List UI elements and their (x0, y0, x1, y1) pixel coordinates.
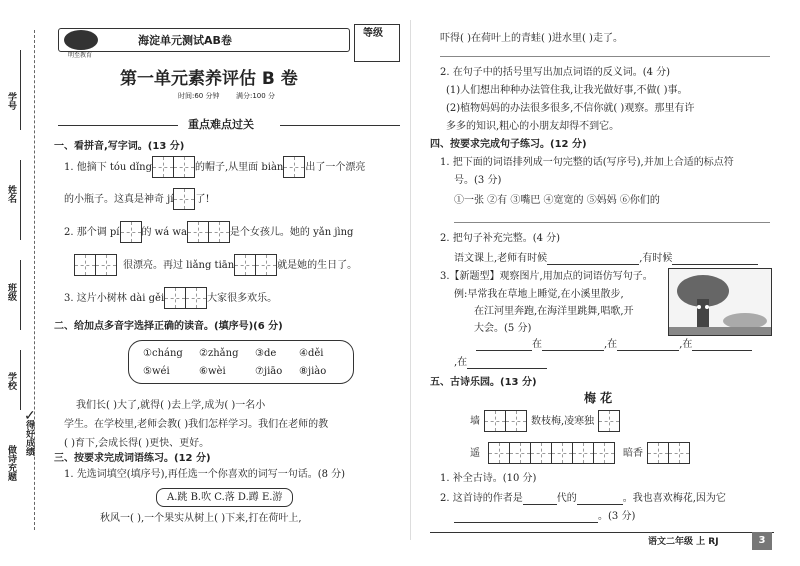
section-3-heading: 三、按要求完成词语练习。(12 分) (54, 453, 211, 464)
right-q4-2: 2. 把句子补充完整。(4 分) (440, 233, 561, 244)
blank-subject[interactable] (476, 340, 532, 351)
logo-text: 明至教育 (68, 52, 93, 59)
option-4[interactable]: ④děi (299, 348, 324, 359)
section-banner (58, 118, 400, 132)
section-2-heading: 二、给加点多音字选择正确的读音。(填序号)(6 分) (54, 321, 283, 332)
poem-anxiang: 暗香 (623, 447, 643, 459)
student-no-field[interactable] (20, 50, 21, 130)
passage-line-1: 我们长( )大了,就得( )去上学,成为( )一名小 (76, 400, 266, 411)
right-q4-3: 3.【新题型】观察图片,用加点的词语仿写句子。 (440, 271, 653, 282)
example-line-1: 例:早常我在草地上睡觉,在小溪里散步, (454, 289, 624, 300)
q2-grid-pi[interactable] (120, 221, 142, 243)
score-info: 满分:100 分 (236, 92, 275, 100)
author-text: 2. 这首诗的作者是 (440, 493, 523, 504)
dynasty-text: 代的 (556, 493, 577, 504)
reason-text: 。我也喜欢梅花,因为它 (622, 493, 726, 504)
blank-dynasty[interactable] (523, 494, 557, 505)
imitate-at-2: ,在 (604, 339, 618, 350)
blank-sometimes-2[interactable] (672, 254, 758, 265)
footer-bar (430, 532, 774, 533)
option-2[interactable]: ②zhǎng (199, 348, 239, 359)
word-choices: A.跳 B.吹 C.落 D.蹲 E.游 (156, 488, 293, 507)
q1-text-c: 出了一个漂亮 (305, 161, 366, 173)
page-title: 第一单元素养评估 B 卷 (120, 69, 298, 89)
q1-text-d: 的小瓶子。这真是神奇 jí (64, 193, 174, 205)
q3-text-a: 3. 这片小树林 dài gěi (64, 292, 165, 304)
banner-line-right (280, 125, 400, 126)
poem-line-2 (470, 440, 690, 466)
option-7[interactable]: ⑦jiāo (255, 366, 283, 377)
right-q4-1: 1. 把下面的词语排列成一句完整的话(写序号),并加上合适的标点符 (440, 157, 734, 168)
checkmark-icon: ✓ (24, 408, 36, 424)
q2-text-a: 2. 那个调 pí (64, 226, 120, 238)
q2-grid-liangtian[interactable] (234, 254, 277, 276)
margin-label-school: 学校 (6, 372, 16, 390)
banner-line-left (58, 125, 178, 126)
poem-title: 梅 花 (584, 391, 613, 405)
q2-text-b: 的 wá wa (141, 226, 187, 238)
q1-line1 (64, 156, 365, 178)
q2-grid-yanjing[interactable] (74, 254, 117, 276)
blank-place-3[interactable] (692, 340, 752, 351)
imitate-line-1 (476, 338, 752, 351)
example-line-2: 在江河里奔跑,在海洋里跳舞,唱歌,开 (474, 306, 634, 317)
poem-grid-3[interactable] (488, 442, 615, 464)
poem-qiang: 墙 (470, 415, 480, 427)
margin-label-student-no: 学号 (6, 92, 16, 110)
section-4-heading: 四、按要求完成句子练习。(12 分) (430, 139, 587, 150)
time-info: 时间:60 分钟 (178, 92, 220, 100)
q1-text-a: 1. 他摘下 tóu dǐng (64, 161, 152, 173)
reason-score: 。(3 分) (598, 511, 636, 522)
right-q5-2 (440, 492, 726, 505)
q3-text-b: 大家很多欢乐。 (207, 292, 278, 304)
passage-line-2: 学生。在学校里,老师会教( )我们怎样学习。我们在老师的教 (64, 419, 329, 430)
q1-line2 (64, 188, 210, 210)
margin-label-name: 姓名 (6, 185, 16, 203)
option-8[interactable]: ⑧jiào (299, 366, 327, 377)
option-3[interactable]: ③de (255, 348, 277, 359)
grade-label: 等级 (363, 28, 383, 39)
poem-yao: 遥 (470, 447, 480, 459)
blank-author[interactable] (577, 494, 623, 505)
option-5[interactable]: ⑤wéi (143, 366, 170, 377)
left-margin (0, 0, 44, 566)
option-1[interactable]: ①cháng (143, 348, 183, 359)
section-5-heading: 五、古诗乐园。(13 分) (430, 377, 537, 388)
word-list: ①一张 ②有 ③嘴巴 ④宽宽的 ⑤妈妈 ⑥你们的 (454, 195, 660, 206)
banner-text: 重点难点过关 (188, 118, 254, 131)
blank-place-1[interactable] (542, 340, 604, 351)
q1-grid-bian[interactable] (283, 156, 305, 178)
footer-label: 语文二年级 上 RJ (648, 537, 719, 547)
blank-reason[interactable] (454, 512, 598, 523)
header (58, 28, 400, 108)
right-divider-1 (440, 56, 770, 57)
imitate-at-1: 在 (532, 339, 542, 350)
q2-line2 (74, 254, 357, 276)
passage-line-3: ( )育下,会成长得( )更快、更好。 (64, 438, 210, 449)
imitate-at-4: ,在 (454, 357, 468, 368)
right-line-1: 吓得( )在荷叶上的青蛙( )进水里( )走了。 (440, 33, 623, 44)
blank-place-2[interactable] (617, 340, 679, 351)
q3-1-instruction: 1. 先选词填空(填序号),再任选一个你喜欢的词写一句话。(8 分) (64, 469, 346, 480)
q1-text-e: 了! (195, 193, 210, 205)
answer-line-1[interactable] (454, 222, 770, 223)
q3-2-text: 秋风一( ),一个果实从树上( )下来,打在荷叶上, (100, 513, 302, 524)
right-q2-instruction: 2. 在句子中的括号里写出加点词语的反义词。(4 分) (440, 67, 671, 78)
poem-text-1: 数枝梅,凌寒独 (531, 415, 595, 427)
q2-text-d: 很漂亮。再过 liǎng tiān (123, 259, 235, 271)
sentence-part-1: 语文课上,老师有时候 (454, 253, 548, 264)
section-1-heading: 一、看拼音,写字词。(13 分) (54, 141, 185, 152)
right-q2-2: (2)植物妈妈的办法很多很多,不信你就( )观察。那里有许 (446, 103, 695, 114)
right-q4-2-sentence (454, 252, 758, 265)
poem-grid-4[interactable] (647, 442, 690, 464)
brand-title: 海淀单元测试AB卷 (138, 34, 232, 47)
right-q5-2b (454, 510, 635, 523)
imitate-at-3: ,在 (679, 339, 693, 350)
name-field[interactable] (20, 160, 21, 240)
class-field[interactable] (20, 260, 21, 330)
school-field[interactable] (20, 350, 21, 410)
margin-slogan-1: 做诗充题 (6, 445, 16, 481)
poem-grid-1[interactable] (484, 410, 527, 432)
margin-slogan-2: 得好成绩 (24, 420, 34, 456)
brand-logo-icon (64, 30, 98, 50)
tree-illustration (669, 269, 771, 335)
example-line-3: 大会。(5 分) (474, 323, 532, 334)
q1-text-b: 的帽子,从里面 biàn (195, 161, 284, 173)
tree-picture (668, 268, 772, 336)
q1-grid-ji[interactable] (173, 188, 195, 210)
q3-line (64, 287, 277, 309)
column-divider (410, 20, 411, 540)
margin-label-class: 班级 (6, 283, 16, 301)
q2-grid-wawa[interactable] (187, 221, 230, 243)
page-number: 3 (752, 532, 772, 550)
sentence-part-2: ,有时候 (639, 253, 673, 264)
option-6[interactable]: ⑥wèi (199, 366, 226, 377)
grade-box[interactable] (354, 24, 400, 62)
poem-line-1 (470, 408, 620, 434)
right-q5-1: 1. 补全古诗。(10 分) (440, 473, 537, 484)
imitate-line-2 (454, 356, 547, 369)
blank-sometimes-1[interactable] (547, 254, 639, 265)
q1-grid-toudiing[interactable] (152, 156, 195, 178)
q2-text-e: 就是她的生日了。 (277, 259, 358, 271)
blank-place-4[interactable] (467, 358, 547, 369)
q3-grid-daigei[interactable] (164, 287, 207, 309)
q2-text-c: 是个女孩儿。她的 yǎn jìng (229, 226, 354, 238)
right-q2-1: (1)人们想出种种办法管住我,让我光做好事,不做( )事。 (446, 85, 688, 96)
poem-grid-2[interactable] (598, 410, 620, 432)
q2-line1 (64, 221, 353, 243)
reading-options-box (128, 340, 354, 384)
right-q2-2b: 多多的知识,粗心的小朋友却得不到它。 (446, 121, 620, 132)
right-q4-1b: 号。(3 分) (454, 175, 502, 186)
